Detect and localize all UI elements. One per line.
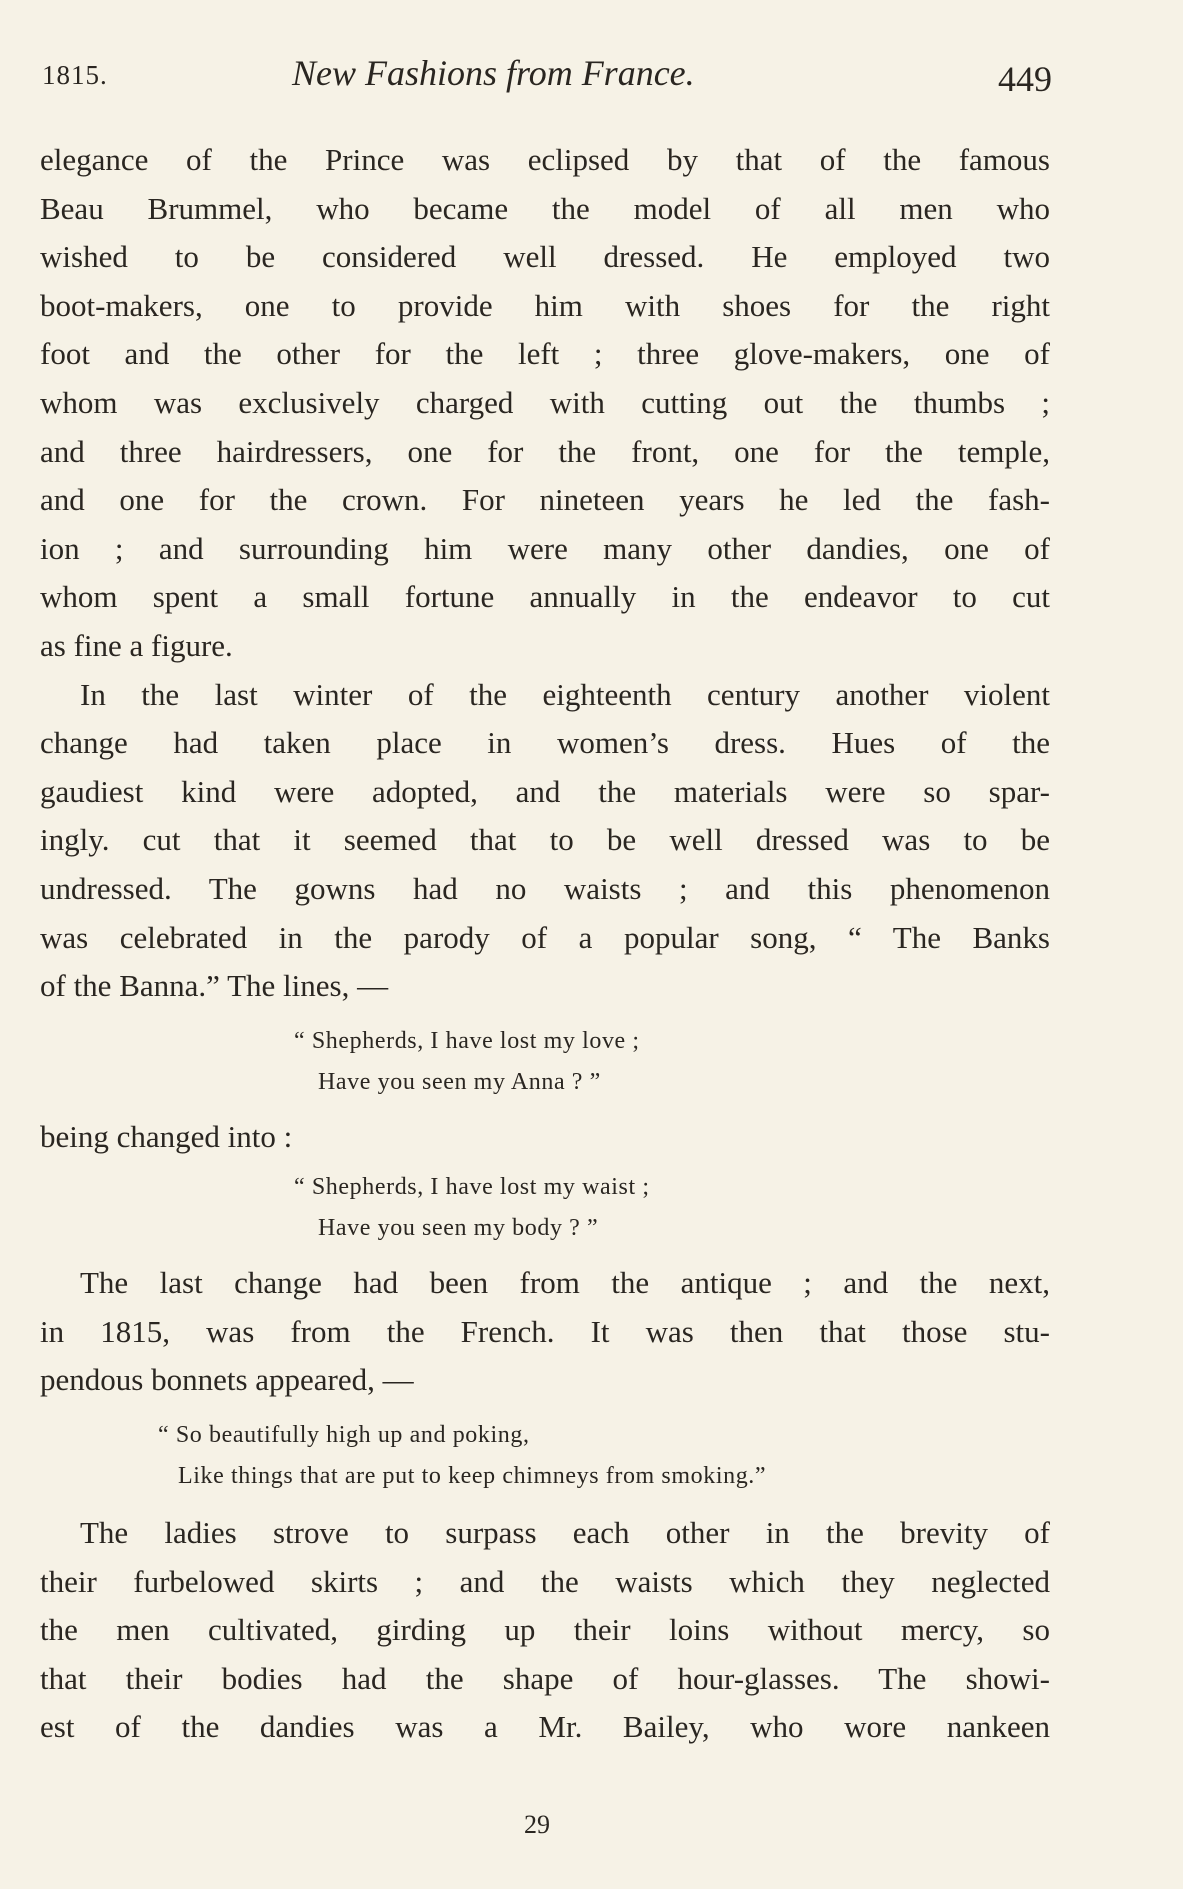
text-line: est of the dandies was a Mr. Bailey, who wore nankeen <box>40 1709 1050 1745</box>
text-line: being changed into : <box>40 1118 293 1154</box>
text-line: was celebrated in the parody of a popular song, “ The Banks <box>40 919 1050 955</box>
page-body <box>40 136 1050 1752</box>
text-line: whom spent a small fortune annually in the endeavor to cut <box>40 579 1050 615</box>
text-line: pendous bonnets appeared, — <box>40 1362 414 1398</box>
text-line: The ladies strove to surpass each other in the brevity of <box>80 1515 1050 1551</box>
text-line: in 1815, was from the French. It was then that those stu- <box>40 1313 1050 1349</box>
text-line: boot-makers, one to provide him with shoes for the right <box>40 287 1050 323</box>
text-line: that their bodies had the shape of hour-glasses. The showi- <box>40 1660 1050 1696</box>
text-line: of the Banna.” The lines, — <box>40 968 389 1004</box>
text-line: The last change had been from the antique ; and the next, <box>80 1265 1050 1301</box>
text-line: and one for the crown. For nineteen years he led the fash- <box>40 482 1050 518</box>
verse-quote <box>40 1021 1050 1103</box>
text-line: change had taken place in women’s dress. Hues of the <box>40 725 1050 761</box>
text-line: Beau Brummel, who became the model of all men who <box>40 190 1050 226</box>
running-header <box>42 52 1052 112</box>
page-number: 449 <box>998 59 1052 99</box>
header-year: 1815. <box>42 60 108 90</box>
paragraph <box>40 136 1050 671</box>
verse-quote <box>40 1415 1050 1497</box>
text-line: foot and the other for the left ; three glove-makers, one of <box>40 336 1050 372</box>
paragraph <box>40 1113 1050 1162</box>
text-line: undressed. The gowns had no waists ; and this phenomenon <box>40 870 1050 906</box>
header-title: New Fashions from France. <box>292 53 695 93</box>
text-line: In the last winter of the eighteenth century another violent <box>80 676 1050 712</box>
signature-mark: 29 <box>524 1810 550 1839</box>
text-line: ion ; and surrounding him were many other dandies, one of <box>40 530 1050 566</box>
text-line: elegance of the Prince was eclipsed by that of the famous <box>40 142 1050 177</box>
text-line: gaudiest kind were adopted, and the materials were so spar- <box>40 773 1050 809</box>
text-line: whom was exclusively charged with cutting out the thumbs ; <box>40 384 1050 420</box>
paragraph <box>40 1509 1050 1752</box>
verse-line: Like things that are put to keep chimneys from smoking.” <box>178 1463 767 1490</box>
paragraph <box>40 671 1050 1011</box>
text-line: as fine a figure. <box>40 627 233 663</box>
verse-line: “ Shepherds, I have lost my waist ; <box>294 1174 650 1201</box>
paragraph <box>40 1259 1050 1405</box>
verse-line: “ Shepherds, I have lost my love ; <box>294 1027 640 1054</box>
verse-quote <box>40 1167 1050 1249</box>
verse-line: Have you seen my body ? ” <box>318 1215 599 1242</box>
verse-line: “ So beautifully high up and poking, <box>158 1422 530 1449</box>
text-line: and three hairdressers, one for the front, one for the temple, <box>40 433 1050 469</box>
verse-line: Have you seen my Anna ? ” <box>318 1068 601 1095</box>
text-line: ingly. cut that it seemed that to be well dressed was to be <box>40 822 1050 858</box>
text-line: the men cultivated, girding up their loins without mercy, so <box>40 1612 1050 1648</box>
text-line: wished to be considered well dressed. He employed two <box>40 239 1050 275</box>
text-line: their furbelowed skirts ; and the waists which they neglected <box>40 1563 1050 1599</box>
